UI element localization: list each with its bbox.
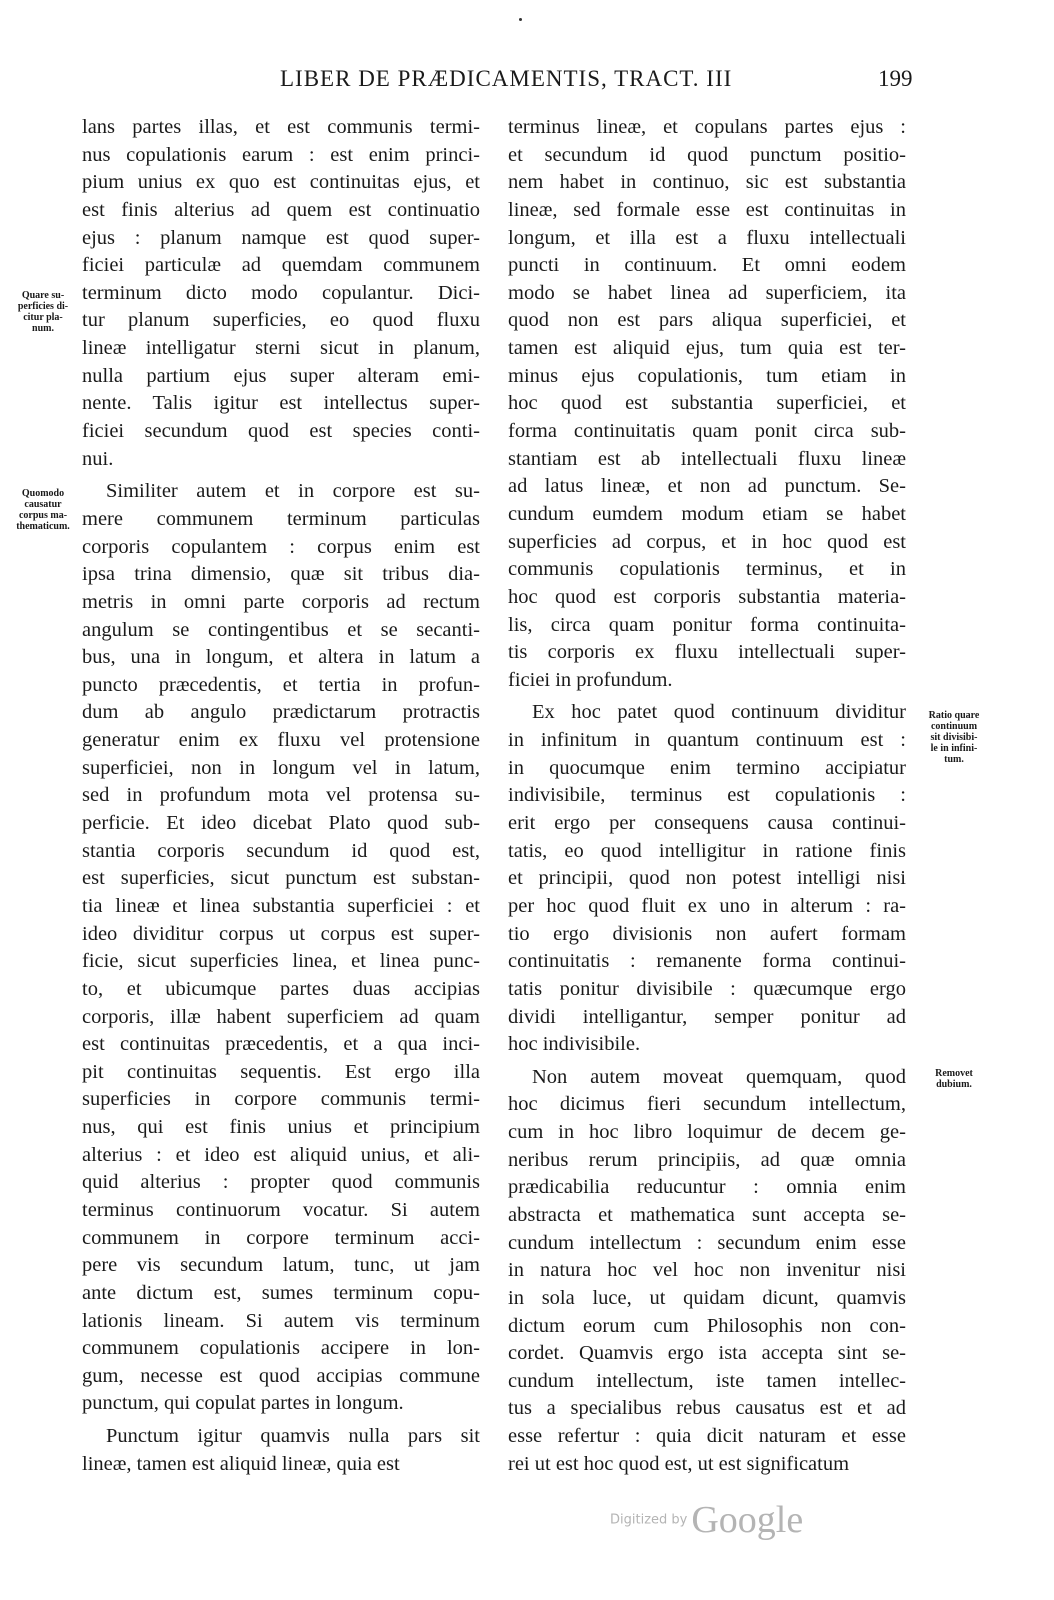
text-line: superficies in corpore communis termi-	[82, 1088, 480, 1111]
text-line: indivisibile, terminus est copulationis :	[508, 784, 906, 807]
text-line: ficiei particulæ ad quemdam communem	[82, 254, 480, 277]
text-line: dividi intelligantur, semper ponitur ad	[508, 1005, 906, 1028]
text-line: terminus lineæ, et copulans partes ejus :	[508, 116, 906, 138]
margin-note-line: tum.	[944, 754, 964, 765]
text-line: in natura hoc vel hoc non invenitur nisi	[508, 1259, 906, 1282]
text-line: punctum, qui copulat partes in longum.	[82, 1392, 404, 1415]
text-line: pere vis secundum latum, tunc, ut jam	[82, 1254, 480, 1277]
text-line: tatis ponitur divisibile : quæcumque ergo	[508, 977, 906, 1000]
text-line: Non autem moveat quemquam, quod	[532, 1065, 906, 1088]
text-line: lineæ intelligatur sterni sicut in planum,	[82, 337, 480, 360]
text-line: nui.	[82, 447, 114, 470]
text-line: ficiei secundum quod est species conti-	[82, 420, 480, 443]
text-line: pit continuitas sequentis. Est ergo illa	[82, 1060, 480, 1083]
right-text-column	[508, 114, 906, 1478]
text-line: nus copulationis earum : est enim princi-	[82, 143, 480, 166]
text-line: neribus rerum principiis, ad quæ omnia	[508, 1148, 906, 1171]
text-line: nem habet in continuo, sic est substantia	[508, 171, 906, 194]
margin-note-line: le in infini-	[930, 743, 978, 754]
margin-note-line: Quomodo	[21, 488, 65, 499]
google-logo: Google	[691, 1499, 804, 1541]
margin-note-corpus	[8, 488, 78, 532]
running-header: LIBER DE PRÆDICAMENTIS, TRACT. III	[280, 66, 733, 91]
text-line: bus, una in longum, et altera in latum a	[82, 646, 480, 669]
text-line: quid alterius : propter quod communis	[82, 1171, 480, 1194]
text-line: metris in omni parte corporis ad rectum	[82, 590, 480, 613]
text-line: generatur enim ex fluxu vel protensione	[82, 729, 480, 752]
text-line: tus a specialibus rebus causatus est et ad	[508, 1397, 906, 1420]
text-line: in quocumque enim termino accipiatur	[508, 756, 906, 779]
text-line: ficie, sicut superficies linea, et linea punc-	[82, 950, 480, 973]
margin-note-divisibile	[912, 710, 996, 765]
text-line: sed in profundum mota vel protensa su-	[82, 784, 480, 807]
text-line: Similiter autem et in corpore est su-	[106, 480, 480, 503]
text-line: hoc quod est substantia superficiei, et	[508, 392, 906, 415]
text-line: tur planum superficies, eo quod fluxu	[82, 309, 480, 332]
text-line: superficies ad corpus, et in hoc quod est	[508, 530, 906, 553]
text-line: to, et ubicumque partes duas accipias	[82, 977, 480, 1000]
text-line: cundum intellectum : secundum enim esse	[508, 1231, 906, 1254]
margin-note-line: Quare su-	[21, 290, 65, 301]
margin-note-planum	[8, 290, 78, 334]
text-line: puncto præcedentis, et tertia in profun-	[82, 673, 480, 696]
text-line: continuitatis : remanente forma continui-	[508, 950, 906, 973]
text-line: tia lineæ et linea substantia superficiei : et	[82, 894, 480, 917]
margin-note-line: num.	[32, 323, 54, 334]
text-line: communem in corpore terminum acci-	[82, 1226, 480, 1249]
text-line: hoc dicimus fieri secundum intellectum,	[508, 1093, 906, 1116]
margin-note-dubium	[912, 1068, 996, 1090]
text-line: lans partes illas, et est communis termi-	[82, 116, 480, 138]
text-line: quod non est pars aliqua superficiei, et	[508, 309, 906, 332]
margin-note-line: corpus ma-	[18, 510, 68, 521]
text-line: hoc quod est corporis substantia materia-	[508, 585, 906, 608]
text-line: lationis lineam. Si autem vis terminum	[82, 1309, 480, 1332]
text-line: ipsa trina dimensio, quæ sit tribus dia-	[82, 563, 480, 586]
text-line: rei ut est hoc quod est, ut est significatum	[508, 1452, 850, 1475]
text-line: tis corporis ex fluxu intellectuali super-	[508, 641, 906, 664]
text-line: ante dictum est, sumes terminum copu-	[82, 1281, 480, 1304]
text-line: ejus : planum namque est quod super-	[82, 226, 480, 249]
margin-note-line: Ratio quare	[928, 710, 980, 721]
margin-note-line: perficies di-	[17, 301, 69, 312]
text-line: corporis copulantem : corpus enim est	[82, 535, 480, 558]
text-line: Ex hoc patet quod continuum dividitur	[532, 701, 906, 724]
text-line: perficie. Et ideo dicebat Plato quod sub-	[82, 812, 480, 835]
text-line: longum, et illa est a fluxu intellectuali	[508, 226, 906, 249]
margin-note-line: causatur	[24, 499, 62, 510]
text-line: hoc indivisibile.	[508, 1033, 641, 1056]
text-line: lineæ, sed formale esse est continuitas in	[508, 198, 906, 221]
text-line: est continuitas præcedentis, et a qua inci-	[82, 1033, 480, 1056]
text-line: ideo dividitur corpus ut corpus est super-	[82, 922, 480, 945]
text-line: ficiei in profundum.	[508, 668, 673, 691]
text-line: Punctum igitur quamvis nulla pars sit	[106, 1425, 480, 1448]
text-line: terminum dicto modo copulantur. Dici-	[82, 281, 480, 304]
text-line: nente. Talis igitur est intellectus super-	[82, 392, 480, 415]
text-line: cum in hoc libro loquimur de decem ge-	[508, 1121, 906, 1144]
margin-note-line: continuum	[930, 721, 978, 732]
text-line: dum ab angulo prædictarum protractis	[82, 701, 480, 724]
text-line: ad latus lineæ, et non ad punctum. Se-	[508, 475, 906, 498]
ink-speck	[519, 18, 522, 21]
text-line: mere communem terminum particulas	[82, 507, 480, 530]
page-number: 199	[878, 66, 913, 91]
text-line: lis, circa quam ponitur forma continuita-	[508, 613, 906, 636]
text-line: lineæ, tamen est aliquid lineæ, quia est	[82, 1452, 400, 1475]
text-line: dictum eorum cum Philosophis non con-	[508, 1314, 906, 1337]
digitized-watermark	[610, 1498, 803, 1542]
text-line: gum, necesse est quod accipias commune	[82, 1364, 480, 1387]
digitized-by-text: Digitized by	[610, 1512, 688, 1528]
text-line: esse refertur : quia dicit naturam et esse	[508, 1425, 906, 1448]
text-line: cundum intellectum, iste tamen intellec-	[508, 1369, 906, 1392]
text-line: superficiei, non in longum vel in latum,	[82, 756, 480, 779]
text-line: puncti in continuum. Et omni eodem	[508, 254, 906, 277]
left-text-column	[82, 114, 480, 1478]
text-line: cundum eumdem modum etiam se habet	[508, 502, 906, 525]
text-line: terminus continuorum vocatur. Si autem	[82, 1198, 480, 1221]
text-line: nulla partium ejus super alteram emi-	[82, 364, 480, 387]
text-line: et principii, quod non potest intelligi nisi	[508, 867, 906, 890]
text-line: tamen est aliquid ejus, tum quia est ter-	[508, 337, 906, 360]
text-line: communis copulationis terminus, et in	[508, 558, 906, 581]
text-line: nus, qui est finis unius et principium	[82, 1116, 480, 1139]
text-line: et secundum id quod punctum positio-	[508, 143, 906, 166]
text-line: tatis, eo quod intelligitur in ratione finis	[508, 839, 906, 862]
text-line: prædicabilia reducuntur : omnia enim	[508, 1176, 906, 1199]
text-line: stantia corporis secundum id quod est,	[82, 839, 480, 862]
text-line: in sola luce, ut quidam dicunt, quamvis	[508, 1286, 906, 1309]
margin-note-line: dubium.	[936, 1079, 972, 1090]
margin-note-line: thematicum.	[16, 521, 70, 532]
text-line: alterius : et ideo est aliquid unius, et ali-	[82, 1143, 480, 1166]
text-line: per hoc quod fluit ex uno in alterum : ra-	[508, 894, 906, 917]
text-line: cordet. Quamvis ergo ista accepta sint se-	[508, 1342, 906, 1365]
text-line: angulum se contingentibus et se secanti-	[82, 618, 480, 641]
text-line: pium unius ex quo est continuitas ejus, et	[82, 171, 480, 194]
text-line: forma continuitatis quam ponit circa sub-	[508, 420, 906, 443]
text-line: modo se habet linea ad superficiem, ita	[508, 281, 906, 304]
margin-note-line: Removet	[935, 1068, 973, 1079]
text-line: in infinitum in quantum continuum est :	[508, 729, 906, 752]
text-line: communem copulationis accipere in lon-	[82, 1337, 480, 1360]
text-line: stantiam est ab intellectuali fluxu lineæ	[508, 447, 906, 470]
text-line: erit ergo per consequens causa continui-	[508, 812, 906, 835]
text-line: abstracta et mathematica sunt accepta se-	[508, 1203, 906, 1226]
margin-note-line: citur pla-	[23, 312, 63, 323]
text-line: tio ergo divisionis non aufert formam	[508, 922, 906, 945]
text-line: corporis, illæ habent superficiem ad quam	[82, 1005, 480, 1028]
margin-note-line: sit divisibi-	[930, 732, 978, 743]
text-line: est finis alterius ad quem est continuatio	[82, 198, 480, 221]
text-line: est superficies, sicut punctum est substan-	[82, 867, 480, 890]
text-line: minus ejus copulationis, tum etiam in	[508, 364, 906, 387]
